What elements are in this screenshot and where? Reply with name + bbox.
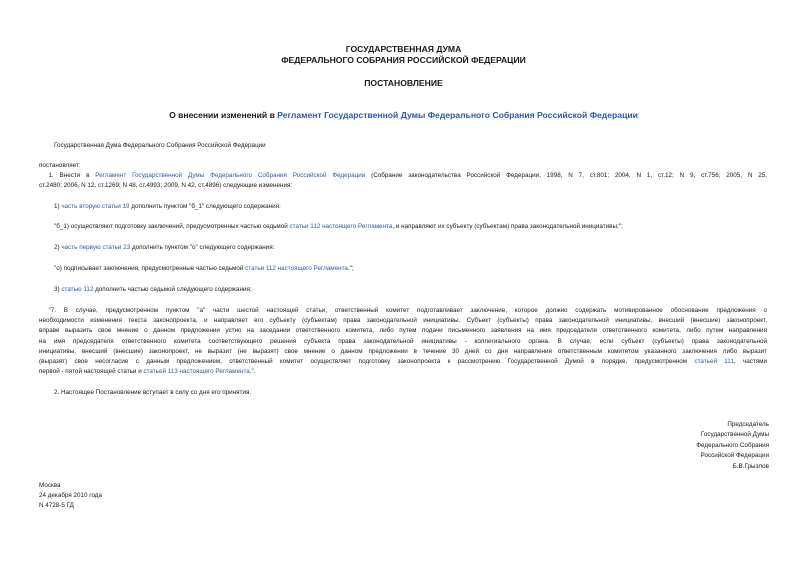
item-1-line-1: 1. Внести в Регламент Государственной Думы Федерального Собрания Российской Федерации (Собрание законодательства Российской Федерации, 1998, N 7, ст.801; 2004, N 1, ст.12; N 9, ст.756; 2005, N 25, [48,172,767,179]
title-prefix: О внесении изменений в [169,110,278,120]
sub-item-2: 2) часть первую статьи 23 дополнить пунктом "о" следующего содержания: [54,244,275,251]
signature-block [569,420,769,472]
quote-1: "б_1) осуществляют подготовку заключений, предусмотренных частью седьмой статьи 112 настоящего Регламента, и направляют их субъекту (субъектам) права законодательной инициативы;"; [54,223,623,230]
article-111-link[interactable]: статьей 111 [694,358,734,365]
intro-text: Государственная Дума Федерального Собрания Российской Федерации [54,142,266,149]
quote-2: "о) подписывает заключения, предусмотренные частью седьмой статьи 112 настоящего Регламента."; [54,265,354,272]
signature-line-2: Государственной Думы [700,431,769,439]
document-title [0,110,807,120]
header-line-2: ФЕДЕРАЛЬНОГО СОБРАНИЯ РОССИЙСКОЙ ФЕДЕРАЦИИ [281,55,526,65]
item-1-line-2: ст.2480; 2006, N 12, ст.1269; N 48, ст.4993; 2009, N 42, ст.4896) следующие изменения: [39,182,293,189]
item-1-reglament-link[interactable]: Регламент Государственной Думы Федерального Собрания Российской Федерации [95,172,366,179]
quote-3-line-4: на имя председателя ответственного комитета соответствующего решения субъекта права законодательной инициативы - коллегиального органа. В случае, если субъект (субъекты) права законодательной [39,338,767,345]
footer-number: N 4728-5 ГД [39,502,74,509]
resolves-text: постановляет: [39,162,81,169]
item-2: 2. Настоящее Постановление вступает в силу со дня его принятия. [54,389,252,396]
article-113-link[interactable]: статьей 113 настоящего Регламента [143,368,250,375]
article-112-link-1[interactable]: статьи 112 настоящего Регламента [289,223,393,230]
signature-line-3: Федерального Собрания [696,441,769,449]
quote-3-line-6: (выразят) свое несогласие с данным предложением, ответственный комитет осуществляет подготовку законопроекта к рассмотрению Государственной Думой в порядке, предусмотренном статьей 111, частями [39,358,767,365]
footer-city: Москва [39,482,61,489]
quote-3-line-5: инициативы, внесший (внесшие) законопроект, не выразит (не выразят) свое мнение о данном предложении в течение 30 дней со дня направления ответственным комитетом указанного заключения либо выразит [39,348,767,355]
quote-3-line-1: "7. В случае, предусмотренном пунктом "а" части шестой настоящей статьи, ответственный комитет подготавливает заключение, которое должно содержать мотивированное обоснование предложения о [48,307,767,314]
sub-item-3: 3) статью 112 дополнить частью седьмой следующего содержания: [54,286,252,293]
article-112-link-3[interactable]: статью 112 [61,286,94,293]
document-type: ПОСТАНОВЛЕНИЕ [364,78,443,88]
signature-line-1: Председатель [727,421,769,428]
quote-3-line-3: вправе выразить свое мнение о данном предложении устно на заседании ответственного комитета, либо путем подачи письменного заявления на имя председателя ответственного комитета, либо путем направления [39,327,767,334]
article-19-link[interactable]: часть вторую статьи 19 [61,203,130,210]
article-112-link-2[interactable]: статьи 112 настоящего Регламента [245,265,348,272]
title-reglament-link[interactable]: Регламент Государственной Думы Федерального Собрания Российской Федерации [277,110,638,120]
signature-name: Б.В.Грызлов [732,462,769,470]
sub-item-1: 1) часть вторую статьи 19 дополнить пунктом "б_1" следующего содержания: [54,203,281,210]
signature-line-4: Российской Федерации [700,452,769,460]
quote-3-line-7: первой - пятой настоящей статьи и статьей 113 настоящего Регламента.". [39,368,256,375]
article-23-link[interactable]: часть первую статьи 23 [61,244,131,251]
header-line-1: ГОСУДАРСТВЕННАЯ ДУМА [345,44,462,54]
footer-date: 24 декабря 2010 года [39,492,102,499]
quote-3-line-2: необходимости изменения текста законопроекта, и направляет его субъекту (субъектам) права законодательной инициативы. Субъект (субъекты) права законодательной инициативы, внесший (внесшие) законопроект, [39,317,767,324]
